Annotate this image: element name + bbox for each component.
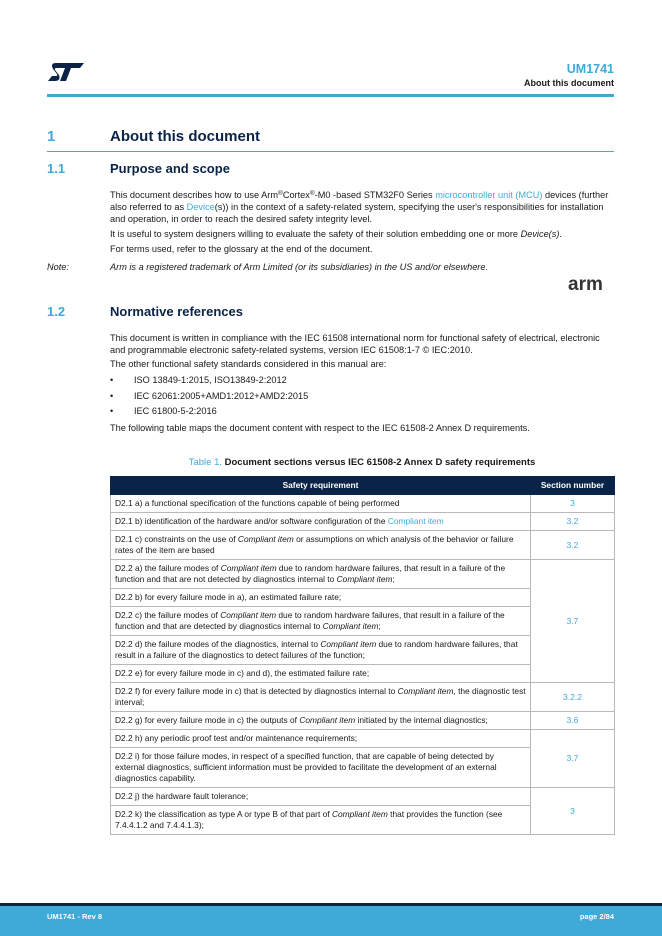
section-link[interactable]: 3.2.2 bbox=[531, 683, 615, 712]
normative-paragraph-1: This document is written in compliance with the IEC 61508 international norm for functional safety of electrical, electronic and programmable electronic safety-related systems, version IEC 61508:1-7 © IEC:2010. bbox=[110, 333, 600, 355]
compliant-item-link[interactable]: Compliant item bbox=[387, 516, 444, 526]
section-number: 1.2 bbox=[47, 304, 66, 319]
list-item: • IEC 62061:2005+AMD1:2012+AMD2:2015 bbox=[110, 389, 614, 405]
requirement-cell: D2.1 c) constraints on the use of Compliant item or assumptions on which analysis of the behavior or failure rates of the item are based bbox=[111, 531, 531, 560]
section-title: Purpose and scope bbox=[110, 161, 230, 176]
footer-doc-revision: UM1741 - Rev 8 bbox=[47, 912, 103, 921]
list-item: • ISO 13849-1:2015, ISO13849-2:2012 bbox=[110, 373, 614, 389]
section-link[interactable]: 3 bbox=[531, 495, 615, 513]
section-link[interactable]: 3.2 bbox=[531, 531, 615, 560]
normative-paragraph-2: The other functional safety standards considered in this manual are: bbox=[110, 359, 387, 369]
mcu-link[interactable]: microcontroller unit (MCU) bbox=[435, 190, 543, 200]
requirement-cell: D2.2 j) the hardware fault tolerance; bbox=[111, 788, 531, 806]
list-item: • IEC 61800-5-2:2016 bbox=[110, 404, 614, 420]
table-row bbox=[111, 730, 615, 748]
table-header-row bbox=[111, 477, 615, 495]
table-row bbox=[111, 683, 615, 712]
section-link[interactable]: 3 bbox=[531, 788, 615, 835]
st-logo-icon bbox=[47, 62, 85, 82]
purpose-paragraph-1: This document describes how to use Arm®Cortex®-M0 -based STM32F0 Series microcontroller unit (MCU) devices (further also referred to as Device(s)) in the context of a safety-related system, specifying the user's responsibilities for installation and operation, in order to reach the desired safety integrity level. bbox=[110, 190, 609, 224]
table-caption-title: Document sections versus IEC 61508-2 Annex D safety requirements bbox=[224, 457, 536, 468]
section-title: Normative references bbox=[110, 304, 243, 319]
requirement-cell: D2.1 a) a functional specification of the functions capable of being performed bbox=[111, 495, 531, 513]
section-link[interactable]: 3.7 bbox=[531, 560, 615, 683]
section-1-heading bbox=[47, 128, 614, 152]
requirement-cell: D2.2 c) the failure modes of Compliant item due to random hardware failures, that result in a failure of the function and that are detected by diagnostics internal to Compliant item; bbox=[111, 607, 531, 636]
section-1-1-heading bbox=[47, 161, 614, 179]
section-1-2-heading bbox=[47, 304, 614, 322]
header-subtitle: About this document bbox=[524, 78, 614, 88]
section-number: 1 bbox=[47, 128, 56, 145]
table-caption bbox=[110, 457, 614, 468]
section-title: About this document bbox=[110, 128, 260, 145]
svg-text:arm: arm bbox=[568, 275, 603, 293]
standards-list bbox=[110, 373, 614, 420]
header-divider bbox=[47, 94, 614, 97]
table-row bbox=[111, 495, 615, 513]
requirement-cell: D2.2 e) for every failure mode in c) and d), the estimated failure rate; bbox=[111, 665, 531, 683]
requirement-cell: D2.2 g) for every failure mode in c) the outputs of Compliant item initiated by the internal diagnostics; bbox=[111, 712, 531, 730]
table-row bbox=[111, 560, 615, 589]
table-row bbox=[111, 531, 615, 560]
requirement-cell: D2.2 k) the classification as type A or type B of that part of Compliant item that provides the function (see 7.4.4.1.2 and 7.4.4.1.3); bbox=[111, 806, 531, 835]
section-link[interactable]: 3.2 bbox=[531, 513, 615, 531]
note-label: Note: bbox=[47, 262, 69, 272]
arm-logo bbox=[568, 275, 612, 293]
requirement-cell: D2.2 b) for every failure mode in a), an estimated failure rate; bbox=[111, 589, 531, 607]
requirement-cell: D2.1 b) identification of the hardware and/or software configuration of the Compliant item bbox=[111, 513, 531, 531]
note-text: Arm is a registered trademark of Arm Limited (or its subsidiaries) in the US and/or elsewhere. bbox=[110, 262, 489, 272]
footer-bar bbox=[0, 906, 662, 936]
column-header-section: Section number bbox=[531, 477, 615, 495]
header-doc-id: UM1741 bbox=[566, 62, 614, 76]
table-row bbox=[111, 513, 615, 531]
section-link[interactable]: 3.7 bbox=[531, 730, 615, 788]
purpose-paragraph-2: It is useful to system designers willing to evaluate the safety of their solution embedding one or more Device(s). bbox=[110, 229, 562, 239]
column-header-requirement: Safety requirement bbox=[111, 477, 531, 495]
requirement-cell: D2.2 a) the failure modes of Compliant item due to random hardware failures, that result in a failure of the function and that are not detected by diagnostics internal to Compliant item; bbox=[111, 560, 531, 589]
device-link[interactable]: Device bbox=[186, 202, 215, 212]
requirements-table bbox=[110, 476, 615, 835]
requirement-cell: D2.2 d) the failure modes of the diagnostics, internal to Compliant item due to random hardware failures, that result in a failure of the diagnostics to detect failures of the function; bbox=[111, 636, 531, 665]
requirement-cell: D2.2 f) for every failure mode in c) that is detected by diagnostics internal to Compliant item, the diagnostic test interval; bbox=[111, 683, 531, 712]
requirement-cell: D2.2 i) for those failure modes, in respect of a specified function, that are capable of being detected by external diagnostics, sufficient information must be provided to facilitate the development of an external diagnostics capability. bbox=[111, 748, 531, 788]
purpose-paragraph-3: For terms used, refer to the glossary at the end of the document. bbox=[110, 244, 373, 254]
table-caption-label: Table 1. bbox=[188, 457, 222, 468]
section-number: 1.1 bbox=[47, 161, 66, 176]
section-link[interactable]: 3.6 bbox=[531, 712, 615, 730]
requirement-cell: D2.2 h) any periodic proof test and/or maintenance requirements; bbox=[111, 730, 531, 748]
table-row bbox=[111, 788, 615, 806]
table-row bbox=[111, 712, 615, 730]
normative-paragraph-3: The following table maps the document content with respect to the IEC 61508-2 Annex D requirements. bbox=[110, 423, 530, 433]
footer-page-number: page 2/84 bbox=[579, 912, 614, 921]
